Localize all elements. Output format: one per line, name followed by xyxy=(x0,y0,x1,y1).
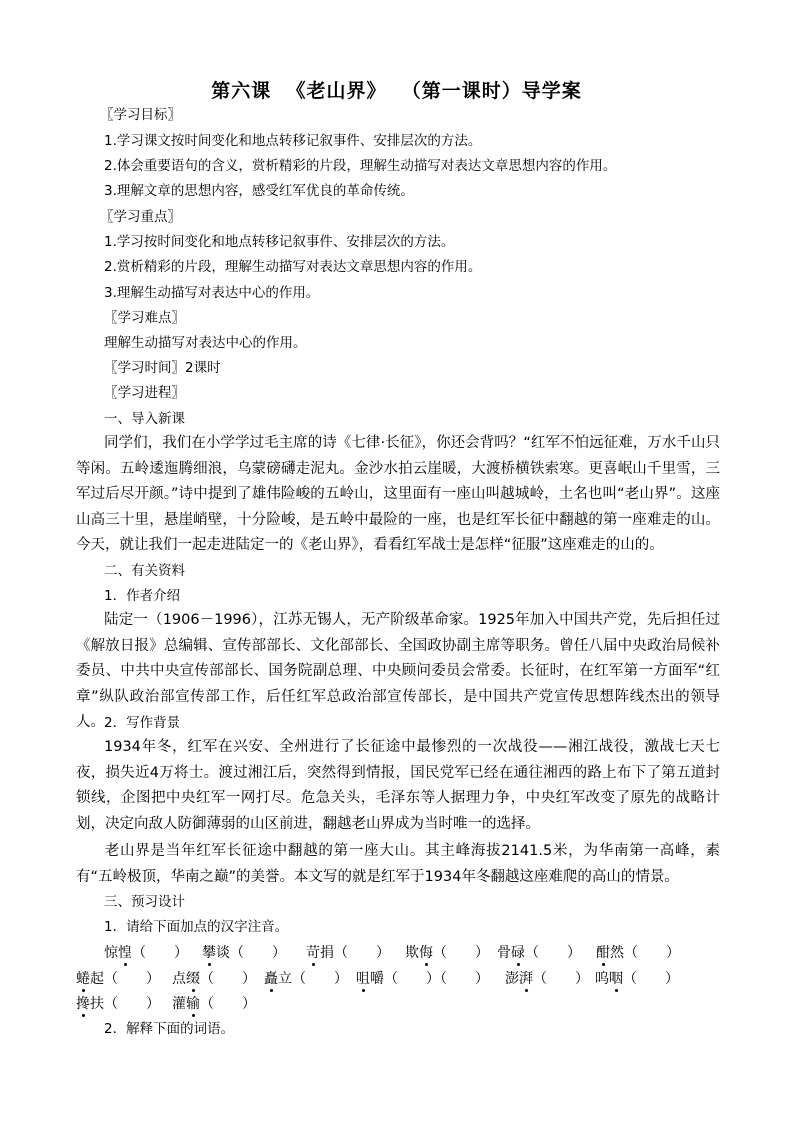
background-paragraph-1-text: 1934年冬，红军在兴安、全州进行了长征途中最惨烈的一次战役——湘江战役，激战七天七夜，损失近4万将士。渡过湘江后，突然得到情报，国民党军已经在通往湘西的路上布下了第五道封锁线，企图把中央红军一网打尽。危急关头，毛泽东等人据理力争，中央红军改变了原先的战略计划，决定向敌人防御薄弱的山区前进，翻越老山界成为当时唯一的选择。 xyxy=(76,739,720,832)
pinyin-word xyxy=(76,971,104,987)
section1-heading: 一、导入新课 xyxy=(104,411,185,427)
pinyin-blank[interactable]: （ ） xyxy=(104,971,160,987)
pinyin-char: 咽 xyxy=(609,971,623,987)
author-heading: 1．作者介绍 xyxy=(104,588,181,604)
section3-heading: 三、预习设计 xyxy=(104,894,185,910)
pinyin-word xyxy=(202,945,230,961)
pinyin-char: 谈 xyxy=(216,945,230,961)
pinyin-char: 立 xyxy=(278,971,292,987)
background-paragraph-2 xyxy=(76,839,720,890)
pinyin-item xyxy=(595,969,679,989)
objective-item: 2.体会重要语句的含义，赏析精彩的片段，理解生动描写对表达文章思想内容的作用。 xyxy=(104,158,617,174)
pinyin-char: 湃 xyxy=(519,971,533,987)
pinyin-char: 扶 xyxy=(90,996,104,1012)
section2-heading: 二、有关资料 xyxy=(104,563,185,579)
pinyin-word xyxy=(405,945,433,961)
objective-item: 1.学习课文按时间变化和地点转移记叙事件、安排层次的方法。 xyxy=(104,133,482,149)
pinyin-char: 碌 xyxy=(511,945,525,961)
pinyin-item xyxy=(356,969,489,989)
pinyin-item xyxy=(505,969,589,989)
intro-paragraph-text: 同学们，我们在小学学过毛主席的诗《七律·长征》，你还会背吗？“红军不怕远征难，万水千山只等闲。五岭逶迤腾细浪，乌蒙磅礴走泥丸。金沙水拍云崖暖，大渡桥横铁索寒。更喜岷山千里雪，三军过后尽开颜。”诗中提到了雄伟险峻的五岭山，这里面有一座山叫越城岭，土名也叫“老山界”。这座山高三十里，悬崖峭壁，十分险峻，是五岭中最险的一座，也是红军长征中翻越的第一座难走的山。今天，就让我们一起走进陆定一的《老山界》，看看红军战士是怎样“征服”这座难走的山的。 xyxy=(76,435,720,554)
pinyin-char: 输 xyxy=(186,996,200,1012)
pinyin-blank[interactable]: （ ） xyxy=(292,971,348,987)
pinyin-char: 骨 xyxy=(497,945,511,961)
pinyin-word xyxy=(497,945,525,961)
pinyin-item xyxy=(497,943,581,963)
pinyin-word xyxy=(172,996,200,1012)
author-paragraph-text: 陆定一（1906－1996），江苏无锡人，无产阶级革命家。1925年加入中国共产党，先后担任过《解放日报》总编辑、宣传部部长、文化部部长、全国政协副主席等职务。曾任八届中央政治局候补委员、中共中央宣传部部长、国务院副总理、中央顾问委员会常委。长征时，在红军第一方面军“红章”纵队政治部宣传部工作，后任红军总政治部宣传部长，是中国共产党宣传思想阵线杰出的领导人。 xyxy=(76,612,720,731)
pinyin-item xyxy=(596,943,680,963)
pinyin-char: 矗 xyxy=(264,971,278,987)
pinyin-blank[interactable]: （ ） xyxy=(533,971,589,987)
difficulty-text: 理解生动描写对表达中心的作用。 xyxy=(104,335,307,351)
pinyin-blank[interactable]: （ ） xyxy=(433,945,489,961)
pinyin-word xyxy=(356,971,384,987)
pinyin-char: 侮 xyxy=(419,945,433,961)
study-time: 〖学习时间〗2课时 xyxy=(104,360,221,376)
pinyin-char: 攀 xyxy=(202,945,216,961)
pinyin-item xyxy=(264,969,348,989)
background-paragraph-2-text: 老山界是当年红军长征途中翻越的第一座大山。其主峰海拔2141.5米，为华南第一高峰，素有“五岭极顶，华南之巅”的美誉。本文写的就是红军于1934年冬翻越这座难爬的高山的情景。 xyxy=(76,843,720,885)
pinyin-item xyxy=(172,994,256,1014)
pinyin-item xyxy=(405,943,489,963)
pinyin-blank[interactable]: （ ）（ ） xyxy=(384,971,489,987)
pinyin-char: 酣 xyxy=(596,945,610,961)
question-1: 1．请给下面加点的汉字注音。 xyxy=(104,919,289,935)
pinyin-char: 起 xyxy=(90,971,104,987)
background-paragraph-1 xyxy=(76,735,720,837)
pinyin-item xyxy=(76,994,160,1014)
pinyin-word xyxy=(172,971,200,987)
question-2: 2．解释下面的词语。 xyxy=(104,1021,235,1037)
objective-item: 3.理解文章的思想内容，感受红军优良的革命传统。 xyxy=(104,183,414,199)
pinyin-item xyxy=(104,943,188,963)
key-point-item: 2.赏析精彩的片段，理解生动描写对表达文章思想内容的作用。 xyxy=(104,259,482,275)
pinyin-word xyxy=(306,945,334,961)
objectives-heading: 〖学习目标〗 xyxy=(100,107,181,123)
pinyin-blank[interactable]: （ ） xyxy=(132,945,188,961)
pinyin-item xyxy=(76,969,160,989)
intro-paragraph xyxy=(76,431,720,559)
pinyin-blank[interactable]: （ ） xyxy=(200,996,256,1012)
pinyin-word xyxy=(264,971,292,987)
pinyin-word xyxy=(595,971,623,987)
process-heading: 〖学习进程〗 xyxy=(104,385,185,401)
pinyin-char: 点 xyxy=(172,971,186,987)
pinyin-char: 惶 xyxy=(118,945,132,961)
background-heading: 2．写作背景 xyxy=(104,715,181,731)
pinyin-char: 然 xyxy=(610,945,624,961)
key-point-item: 3.理解生动描写对表达中心的作用。 xyxy=(104,285,320,301)
pinyin-blank[interactable]: （ ） xyxy=(624,945,680,961)
pinyin-item xyxy=(202,943,286,963)
pinyin-blank[interactable]: （ ） xyxy=(525,945,581,961)
pinyin-char: 缀 xyxy=(186,971,200,987)
pinyin-word xyxy=(104,945,132,961)
pinyin-char: 嚼 xyxy=(370,971,384,987)
pinyin-char: 呜 xyxy=(595,971,609,987)
pinyin-word xyxy=(76,996,104,1012)
pinyin-item xyxy=(172,969,256,989)
pinyin-blank[interactable]: （ ） xyxy=(104,996,160,1012)
pinyin-item xyxy=(306,943,390,963)
pinyin-char: 苛 xyxy=(306,945,320,961)
pinyin-char: 捐 xyxy=(320,945,334,961)
pinyin-char: 蜷 xyxy=(76,971,90,987)
pinyin-word xyxy=(596,945,624,961)
pinyin-char: 欺 xyxy=(405,945,419,961)
pinyin-char: 咀 xyxy=(356,971,370,987)
pinyin-char: 搀 xyxy=(76,996,90,1012)
pinyin-char: 惊 xyxy=(104,945,118,961)
pinyin-blank[interactable]: （ ） xyxy=(230,945,286,961)
key-point-item: 1.学习按时间变化和地点转移记叙事件、安排层次的方法。 xyxy=(104,234,455,250)
pinyin-blank[interactable]: （ ） xyxy=(623,971,679,987)
pinyin-word xyxy=(505,971,533,987)
pinyin-char: 灌 xyxy=(172,996,186,1012)
pinyin-blank[interactable]: （ ） xyxy=(200,971,256,987)
key-points-heading: 〖学习重点〗 xyxy=(100,209,181,225)
pinyin-char: 澎 xyxy=(505,971,519,987)
pinyin-blank[interactable]: （ ） xyxy=(334,945,390,961)
page-title: 第六课 《老山界》 （第一课时）导学案 xyxy=(211,80,582,102)
difficulty-heading: 〖学习难点〗 xyxy=(104,310,185,326)
